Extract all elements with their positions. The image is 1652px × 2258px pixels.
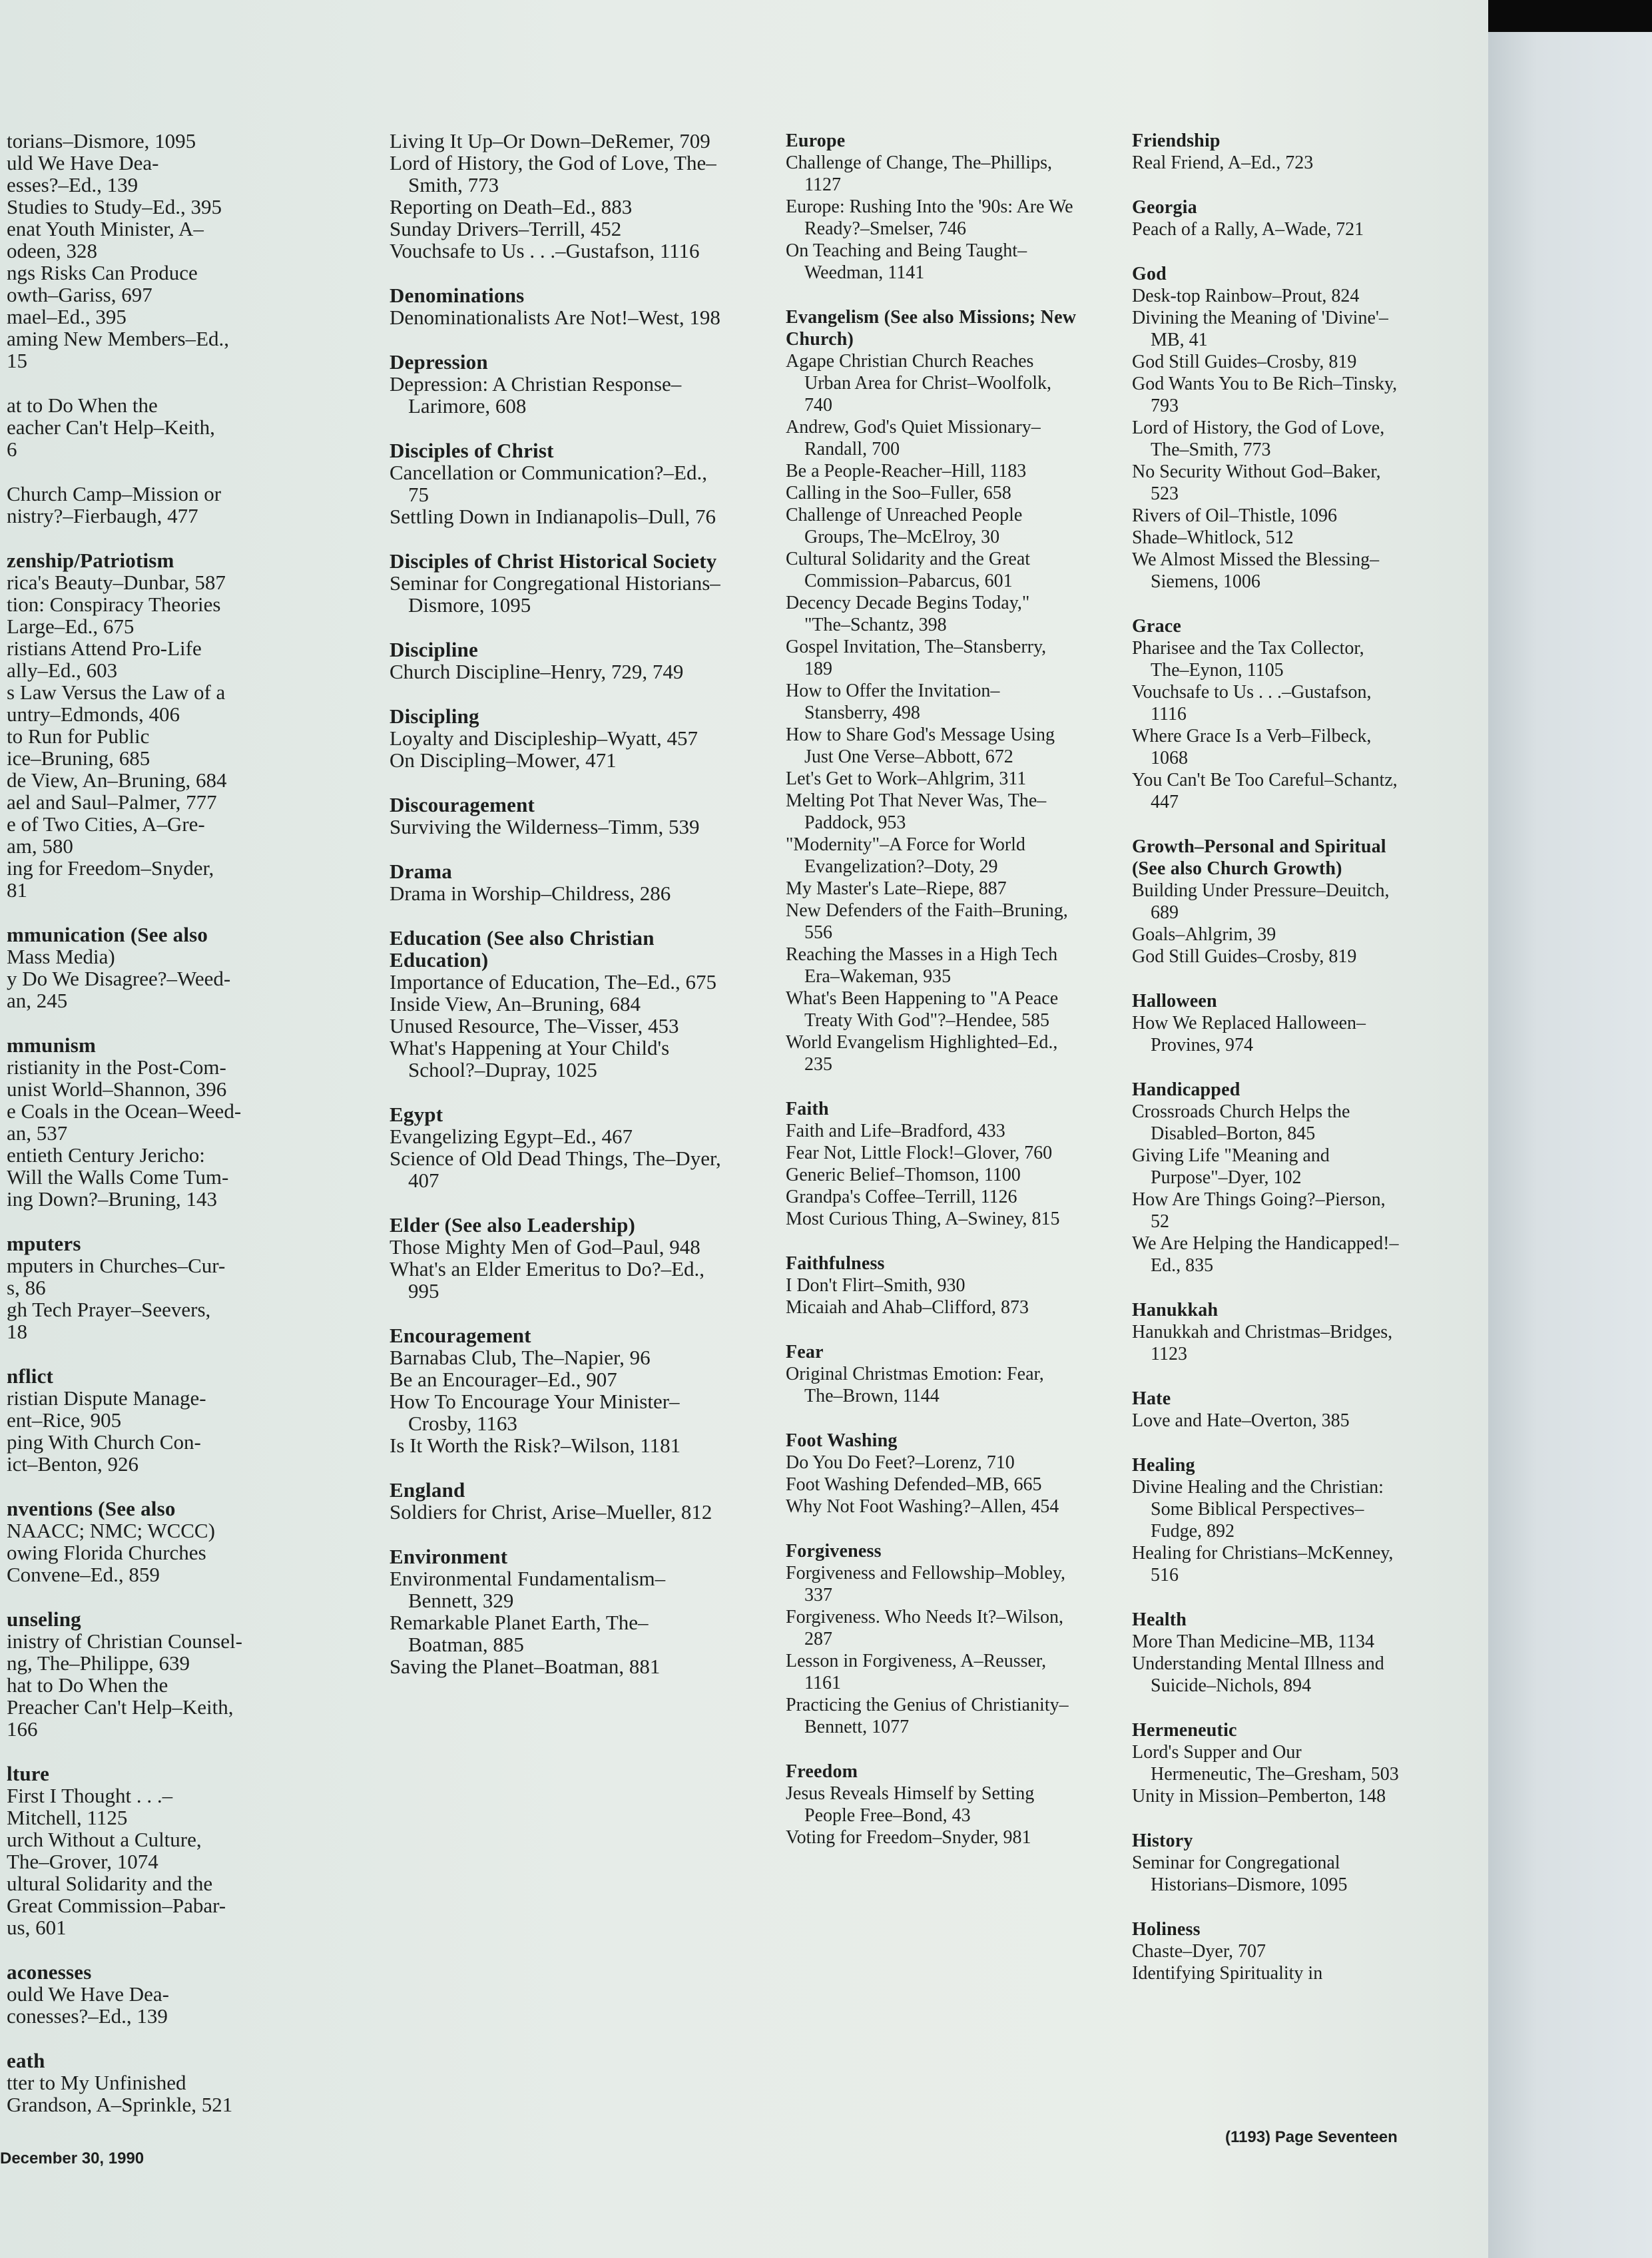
index-entry: Cancellation or Communication?–Ed., 75 [390,461,707,506]
index-section [1132,836,1405,968]
index-entry: God Wants You to Be Rich–Tinsky, 793 [1132,374,1398,416]
index-entry: Church Camp–Mission or [7,482,222,505]
footer-page-number: (1193) Page Seventeen [1225,2128,1398,2146]
index-entry: Drama in Worship–Childress, 286 [390,882,671,905]
index-heading: Grace [1132,616,1182,637]
index-entry: Unity in Mission–Pemberton, 148 [1132,1786,1386,1807]
index-entry: esses?–Ed., 139 [7,173,138,196]
index-entry: Remarkable Planet Earth, The–Boatman, 885 [390,1611,649,1656]
index-entry: Divining the Meaning of 'Divine'–MB, 41 [1132,308,1388,350]
index-column-4 [1132,130,1405,2007]
index-entry: e Coals in the Ocean–Weed- [7,1099,242,1123]
index-entry: Andrew, God's Quiet Missionary–Randall, 700 [786,417,1041,459]
index-entry: ict–Benton, 926 [7,1452,139,1476]
index-heading: nventions (See also [7,1497,176,1520]
index-heading: Hate [1132,1388,1171,1409]
index-entry: Why Not Foot Washing?–Allen, 454 [786,1496,1059,1517]
index-entry: Be a People-Reacher–Hill, 1183 [786,461,1027,481]
index-entry: ice–Bruning, 685 [7,746,150,770]
index-heading: Egypt [390,1103,443,1126]
index-entry: 81 [7,878,27,902]
index-section [390,1479,726,1523]
index-entry: Hanukkah and Christmas–Bridges, 1123 [1132,1322,1393,1364]
index-entry: to Run for Public [7,724,150,748]
index-entry: Inside View, An–Bruning, 684 [390,992,641,1015]
index-heading: Disciples of Christ Historical Society [390,549,717,573]
index-heading: Evangelism (See also Missions; New Church) [786,307,1077,350]
index-entry: Grandson, A–Sprinkle, 521 [7,2093,233,2116]
index-heading: mputers [7,1232,81,1255]
index-entry: Goals–Ahlgrim, 39 [1132,924,1276,945]
page-binding-edge [1488,0,1652,2258]
index-entry: Where Grace Is a Verb–Filbeck, 1068 [1132,726,1372,768]
index-entry: y Do We Disagree?–Weed- [7,967,231,990]
index-heading: unseling [7,1607,81,1631]
index-entry: NAACC; NMC; WCCC) [7,1519,215,1542]
index-entry: Cultural Solidarity and the Great Commission–Pabarcus, 601 [786,549,1031,591]
index-entry: On Discipling–Mower, 471 [390,748,617,772]
index-entry: Settling Down in Indianapolis–Dull, 76 [390,505,716,528]
index-entry: Micaiah and Ahab–Clifford, 873 [786,1297,1029,1318]
index-section [1132,1454,1405,1586]
index-entry: Unused Resource, The–Visser, 453 [390,1014,679,1037]
index-entry: On Teaching and Being Taught–Weedman, 1141 [786,240,1027,283]
index-heading: Healing [1132,1455,1195,1476]
index-section [390,794,726,838]
index-entry: Chaste–Dyer, 707 [1132,1941,1266,1962]
index-entry: Barnabas Club, The–Napier, 96 [390,1346,651,1369]
index-entry: I Don't Flirt–Smith, 930 [786,1275,965,1296]
index-entry: Lesson in Forgiveness, A–Reusser, 1161 [786,1651,1047,1693]
index-entry: hat to Do When the [7,1673,168,1697]
index-heading: Environment [390,1545,508,1568]
index-entry: Reaching the Masses in a High Tech Era–Wakeman, 935 [786,944,1058,987]
index-entry: God Still Guides–Crosby, 819 [1132,946,1357,967]
footer-date: December 30, 1990 [0,2149,144,2167]
index-entry: tion: Conspiracy Theories [7,593,221,616]
index-section [1132,1918,1405,1984]
index-heading: Health [1132,1609,1187,1630]
index-entry: ally–Ed., 603 [7,659,118,682]
index-entry: Do You Do Feet?–Lorenz, 710 [786,1452,1015,1473]
index-section [786,1430,1079,1518]
index-section [1132,1609,1405,1697]
index-entry: ould We Have Dea- [7,1982,169,2006]
index-section [1132,1830,1405,1896]
index-heading: Friendship [1132,131,1221,151]
index-entry: am, 580 [7,834,73,858]
index-heading: zenship/Patriotism [7,549,174,572]
index-heading: Discipline [390,638,478,661]
index-entry: us, 601 [7,1916,67,1939]
index-entry: s Law Versus the Law of a [7,681,226,704]
index-entry: Rivers of Oil–Thistle, 1096 [1132,505,1337,526]
index-section [7,483,306,527]
index-section [1132,263,1405,593]
index-section [7,1608,306,1740]
index-section [1132,1388,1405,1432]
index-heading: Forgiveness [786,1541,882,1561]
index-entry: We Are Helping the Handicapped!–Ed., 835 [1132,1233,1399,1276]
index-entry: Church Discipline–Henry, 729, 749 [390,660,684,683]
index-entry: Forgiveness and Fellowship–Mobley, 337 [786,1563,1065,1605]
index-section [7,1034,306,1210]
index-heading: Faithfulness [786,1253,885,1274]
index-section [1132,990,1405,1056]
index-entry: Science of Old Dead Things, The–Dyer, 407 [390,1147,721,1192]
index-entry: owing Florida Churches [7,1541,206,1564]
index-entry: ing for Freedom–Snyder, [7,856,214,880]
index-entry: Building Under Pressure–Deuitch, 689 [1132,880,1390,923]
index-section [390,860,726,904]
index-entry: Europe: Rushing Into the '90s: Are We Ready?–Smelser, 746 [786,196,1073,239]
index-heading: Europe [786,131,846,151]
index-entry: at to Do When the [7,394,158,417]
index-entry: Surviving the Wilderness–Timm, 539 [390,815,700,838]
index-entry: Gospel Invitation, The–Stansberry, 189 [786,637,1047,679]
index-entry: Seminar for Congregational Historians–Dismore, 1095 [390,571,720,617]
index-entry: Calling in the Soo–Fuller, 658 [786,483,1011,503]
index-section [786,1098,1079,1230]
index-entry: No Security Without God–Baker, 523 [1132,461,1381,504]
index-entry: unist World–Shannon, 396 [7,1077,227,1101]
index-entry: What's an Elder Emeritus to Do?–Ed., 995 [390,1257,705,1302]
index-section [786,1253,1079,1318]
index-section [1132,130,1405,174]
index-section [390,639,726,683]
index-entry: New Defenders of the Faith–Bruning, 556 [786,900,1068,943]
index-section [390,1103,726,1191]
index-section [1132,1079,1405,1276]
index-heading: Discipling [390,705,479,728]
index-entry: The–Grover, 1074 [7,1850,158,1873]
index-entry: Agape Christian Church Reaches Urban Area for Christ–Woolfolk, 740 [786,351,1051,416]
index-entry: ultural Solidarity and the [7,1872,213,1895]
index-entry: Large–Ed., 675 [7,615,135,638]
index-entry: How Are Things Going?–Pierson, 52 [1132,1189,1386,1232]
index-heading: Denominations [390,284,525,307]
index-entry: Understanding Mental Illness and Suicide–Nichols, 894 [1132,1653,1384,1696]
index-entry: ristian Dispute Manage- [7,1386,206,1410]
index-entry: Practicing the Genius of Christianity–Bennett, 1077 [786,1695,1069,1737]
index-entry: 166 [7,1717,38,1741]
index-entry: s, 86 [7,1276,46,1299]
index-heading: Faith [786,1099,829,1119]
index-entry: Convene–Ed., 859 [7,1563,160,1586]
index-entry: Sunday Drivers–Terrill, 452 [390,217,622,240]
index-entry: ristianity in the Post-Com- [7,1055,226,1079]
index-entry: odeen, 328 [7,239,98,262]
index-entry: Identifying Spirituality in [1132,1963,1323,1984]
index-section [390,705,726,771]
index-heading: Foot Washing [786,1430,898,1451]
index-entry: My Master's Late–Riepe, 887 [786,878,1007,899]
index-entry: Seminar for Congregational Historians–Dismore, 1095 [1132,1852,1348,1895]
index-entry: an, 537 [7,1121,68,1145]
index-entry: entieth Century Jericho: [7,1143,205,1167]
index-entry: torians–Dismore, 1095 [7,129,196,152]
index-entry: aming New Members–Ed., [7,327,230,350]
index-entry: ent–Rice, 905 [7,1408,122,1432]
index-entry: Healing for Christians–McKenney, 516 [1132,1543,1394,1585]
index-column-2 [390,130,726,1700]
index-entry: Preacher Can't Help–Keith, [7,1695,234,1719]
index-heading: lture [7,1762,50,1785]
index-heading: History [1132,1831,1193,1851]
index-section [1132,615,1405,813]
index-entry: We Almost Missed the Blessing–Siemens, 1006 [1132,549,1380,592]
index-section [390,1324,726,1456]
index-entry: You Can't Be Too Careful–Schantz, 447 [1132,770,1398,812]
index-entry: uld We Have Dea- [7,151,159,174]
index-section [786,1540,1079,1738]
index-heading: Education (See also Christian Education) [390,926,655,972]
index-entry: Most Curious Thing, A–Swiney, 815 [786,1209,1060,1229]
index-entry: Melting Pot That Never Was, The–Paddock, 953 [786,790,1047,833]
index-heading: Halloween [1132,991,1217,1011]
index-section [7,1961,306,2027]
index-entry: Voting for Freedom–Snyder, 981 [786,1827,1031,1848]
index-entry: owth–Gariss, 697 [7,283,152,306]
index-entry: conesses?–Ed., 139 [7,2004,168,2028]
index-entry: Pharisee and the Tax Collector, The–Eynon, 1105 [1132,638,1364,681]
index-entry: Desk-top Rainbow–Prout, 824 [1132,286,1360,306]
index-entry: "Modernity"–A Force for World Evangelization?–Doty, 29 [786,834,1025,877]
index-entry: Soldiers for Christ, Arise–Mueller, 812 [390,1500,712,1524]
index-entry: Love and Hate–Overton, 385 [1132,1410,1350,1431]
index-entry: nistry?–Fierbaugh, 477 [7,504,198,527]
index-entry: ing Down?–Bruning, 143 [7,1187,218,1211]
index-section [1132,196,1405,240]
index-section [390,284,726,328]
index-entry: Giving Life "Meaning and Purpose"–Dyer, 102 [1132,1145,1330,1188]
index-entry: God Still Guides–Crosby, 819 [1132,352,1357,372]
index-heading: Drama [390,860,452,883]
index-heading: Growth–Personal and Spiritual (See also Church Growth) [1132,836,1386,879]
index-entry: Lord of History, the God of Love, The–Smith, 773 [1132,418,1385,460]
index-entry: an, 245 [7,989,68,1012]
index-entry: eacher Can't Help–Keith, [7,416,215,439]
index-section [786,1341,1079,1407]
index-heading: aconesses [7,1960,92,1984]
index-entry: ael and Saul–Palmer, 777 [7,790,217,814]
index-entry: Great Commission–Pabar- [7,1894,226,1917]
index-entry: inistry of Christian Counsel- [7,1629,242,1653]
index-entry: Importance of Education, The–Ed., 675 [390,970,716,993]
index-entry: Challenge of Unreached People Groups, The–McElroy, 30 [786,505,1023,547]
index-entry: Denominationalists Are Not!–West, 198 [390,306,720,329]
index-heading: God [1132,264,1167,284]
index-entry: mputers in Churches–Cur- [7,1254,226,1277]
index-entry: Generic Belief–Thomson, 1100 [786,1165,1021,1185]
index-entry: How To Encourage Your Minister–Crosby, 1163 [390,1390,680,1435]
index-entry: mael–Ed., 395 [7,305,127,328]
index-entry: 6 [7,437,17,461]
index-section [7,394,306,460]
index-section [390,1214,726,1302]
index-section [390,550,726,616]
index-heading: Disciples of Christ [390,439,554,462]
index-entry: How We Replaced Halloween–Provines, 974 [1132,1013,1366,1055]
index-entry: What's Happening at Your Child's School?–Dupray, 1025 [390,1036,670,1081]
index-heading: Fear [786,1342,824,1362]
index-entry: Saving the Planet–Boatman, 881 [390,1655,661,1678]
index-section [390,439,726,527]
index-entry: de View, An–Bruning, 684 [7,768,227,792]
index-entry: World Evangelism Highlighted–Ed., 235 [786,1032,1058,1075]
index-entry: e of Two Cities, A–Gre- [7,812,205,836]
index-entry: Challenge of Change, The–Phillips, 1127 [786,152,1052,195]
index-entry: Vouchsafe to Us . . .–Gustafson, 1116 [1132,682,1372,724]
index-entry: Decency Decade Begins Today," "The–Schantz, 398 [786,593,1030,635]
index-heading: England [390,1478,465,1502]
index-section [390,130,726,262]
index-entry: Those Mighty Men of God–Paul, 948 [390,1235,700,1259]
index-entry: Foot Washing Defended–MB, 665 [786,1474,1042,1495]
index-entry: First I Thought . . .– [7,1784,173,1807]
index-entry: Evangelizing Egypt–Ed., 467 [390,1125,633,1148]
index-heading: Hermeneutic [1132,1720,1237,1741]
index-heading: Holiness [1132,1919,1201,1940]
index-heading: Depression [390,350,488,374]
index-section [786,306,1079,1075]
index-section [390,927,726,1081]
index-entry: Fear Not, Little Flock!–Glover, 760 [786,1143,1053,1163]
index-heading: nflict [7,1364,54,1388]
index-heading: mmunication (See also [7,923,208,946]
index-section [7,1233,306,1342]
index-entry: Environmental Fundamentalism–Bennett, 329 [390,1567,666,1612]
index-entry: Let's Get to Work–Ahlgrim, 311 [786,768,1027,789]
index-section [7,924,306,1011]
index-entry: How to Offer the Invitation–Stansberry, 498 [786,681,1000,723]
index-entry: 18 [7,1320,27,1343]
index-column-1 [7,130,306,2138]
index-section [786,1761,1079,1848]
index-section [1132,1299,1405,1365]
index-heading: Freedom [786,1761,858,1782]
index-entry: Grandpa's Coffee–Terrill, 1126 [786,1187,1017,1207]
index-entry: Lord of History, the God of Love, The–Smith, 773 [390,151,716,196]
index-entry: ngs Risks Can Produce [7,261,198,284]
index-entry: Original Christmas Emotion: Fear, The–Brown, 1144 [786,1364,1044,1406]
index-entry: Jesus Reveals Himself by Setting People Free–Bond, 43 [786,1783,1035,1826]
index-entry: ristians Attend Pro-Life [7,637,202,660]
index-entry: ping With Church Con- [7,1430,201,1454]
index-section [7,1365,306,1475]
index-entry: Faith and Life–Bradford, 433 [786,1121,1005,1141]
index-heading: Georgia [1132,197,1197,218]
index-section [7,1763,306,1938]
index-entry: Be an Encourager–Ed., 907 [390,1368,617,1391]
index-entry: 15 [7,349,27,372]
index-entry: Mass Media) [7,945,115,968]
index-section [7,2050,306,2116]
index-entry: Crossroads Church Helps the Disabled–Borton, 845 [1132,1101,1350,1144]
index-section [7,1498,306,1585]
index-entry: More Than Medicine–MB, 1134 [1132,1631,1374,1652]
index-entry: Forgiveness. Who Needs It?–Wilson, 287 [786,1607,1064,1649]
index-section [786,130,1079,284]
index-entry: Studies to Study–Ed., 395 [7,195,222,218]
index-entry: Living It Up–Or Down–DeRemer, 709 [390,129,710,152]
index-heading: Encouragement [390,1324,531,1347]
index-entry: Vouchsafe to Us . . .–Gustafson, 1116 [390,239,700,262]
index-heading: Elder (See also Leadership) [390,1213,636,1237]
index-heading: Hanukkah [1132,1300,1219,1320]
index-heading: mmunism [7,1033,97,1057]
index-entry: rica's Beauty–Dunbar, 587 [7,571,226,594]
index-entry: Loyalty and Discipleship–Wyatt, 457 [390,726,698,750]
index-entry: Real Friend, A–Ed., 723 [1132,152,1314,173]
index-heading: Handicapped [1132,1079,1240,1100]
index-entry: Shade–Whitlock, 512 [1132,527,1294,548]
index-entry: Depression: A Christian Response–Larimore, 608 [390,372,682,418]
index-entry: Will the Walls Come Tum- [7,1165,229,1189]
index-entry: urch Without a Culture, [7,1828,202,1851]
index-entry: Mitchell, 1125 [7,1806,128,1829]
index-entry: How to Share God's Message Using Just One Verse–Abbott, 672 [786,724,1055,767]
dark-corner [1488,0,1652,32]
index-entry: enat Youth Minister, A– [7,217,204,240]
index-entry: Divine Healing and the Christian: Some Biblical Perspectives–Fudge, 892 [1132,1477,1384,1542]
index-section [1132,1719,1405,1807]
index-column-3 [786,130,1079,1871]
index-section [7,130,306,372]
index-entry: tter to My Unfinished [7,2071,186,2094]
index-entry: gh Tech Prayer–Seevers, [7,1298,211,1321]
index-entry: Lord's Supper and Our Hermeneutic, The–Gresham, 503 [1132,1742,1399,1785]
index-heading: Discouragement [390,793,535,816]
index-entry: untry–Edmonds, 406 [7,703,180,726]
index-section [390,351,726,417]
index-entry: Reporting on Death–Ed., 883 [390,195,633,218]
index-section [7,549,306,901]
index-entry: Is It Worth the Risk?–Wilson, 1181 [390,1434,681,1457]
index-entry: What's Been Happening to "A Peace Treaty With God"?–Hendee, 585 [786,988,1059,1031]
index-section [390,1546,726,1677]
index-entry: Peach of a Rally, A–Wade, 721 [1132,219,1364,240]
index-heading: eath [7,2049,45,2072]
index-entry: ng, The–Philippe, 639 [7,1651,190,1675]
